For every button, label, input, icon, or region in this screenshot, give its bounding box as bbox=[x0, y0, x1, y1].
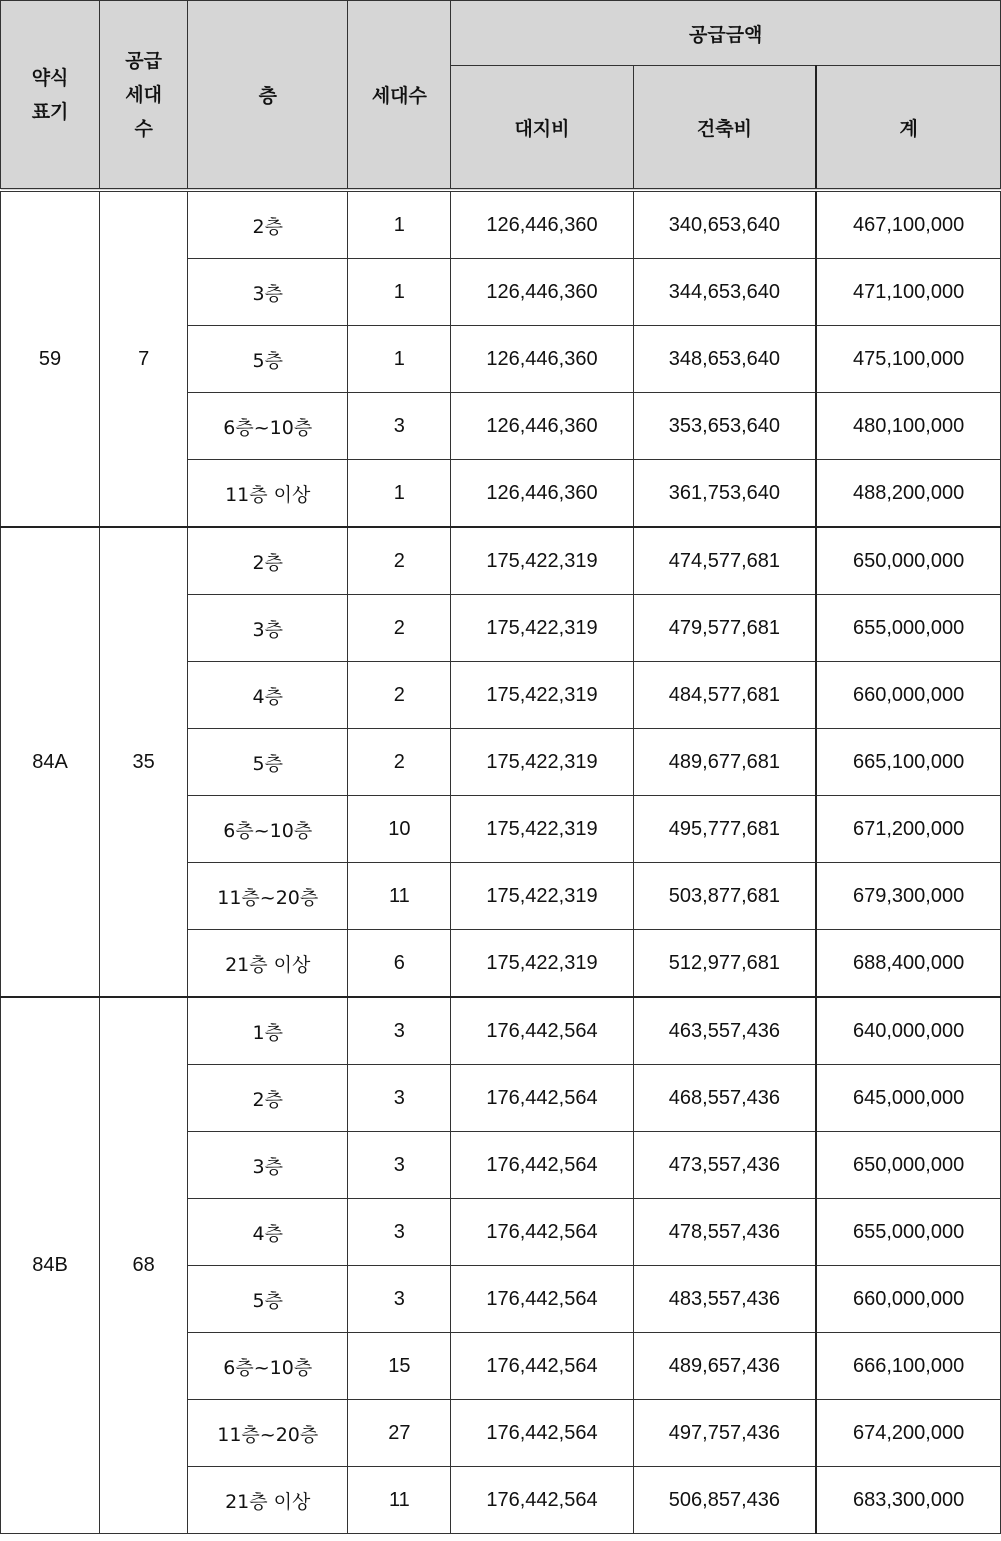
total-cell: 660,000,000 bbox=[816, 1266, 1000, 1333]
land-cost-cell: 126,446,360 bbox=[451, 393, 633, 460]
floor-cell: 2층 bbox=[188, 1065, 348, 1132]
building-cost-cell: 483,557,436 bbox=[633, 1266, 816, 1333]
land-cost-cell: 176,442,564 bbox=[451, 1266, 633, 1333]
total-cell: 660,000,000 bbox=[816, 662, 1000, 729]
header-land-cost: 대지비 bbox=[451, 66, 633, 191]
header-supply-amount: 공급금액 bbox=[451, 1, 1001, 66]
header-type-abbr bbox=[1, 1, 100, 191]
building-cost-cell: 503,877,681 bbox=[633, 863, 816, 930]
units-cell: 15 bbox=[348, 1333, 451, 1400]
supply-units-cell: 68 bbox=[100, 997, 188, 1534]
floor-cell: 21층 이상 bbox=[188, 930, 348, 998]
building-cost-cell: 512,977,681 bbox=[633, 930, 816, 998]
building-cost-cell: 489,657,436 bbox=[633, 1333, 816, 1400]
total-cell: 655,000,000 bbox=[816, 595, 1000, 662]
units-cell: 3 bbox=[348, 393, 451, 460]
table-row bbox=[1, 997, 1001, 1065]
floor-cell: 5층 bbox=[188, 1266, 348, 1333]
total-cell: 475,100,000 bbox=[816, 326, 1000, 393]
total-cell: 467,100,000 bbox=[816, 190, 1000, 259]
floor-cell: 3층 bbox=[188, 1132, 348, 1199]
total-cell: 480,100,000 bbox=[816, 393, 1000, 460]
floor-cell: 11층 이상 bbox=[188, 460, 348, 528]
type-abbr-cell: 59 bbox=[1, 190, 100, 527]
floor-cell: 4층 bbox=[188, 1199, 348, 1266]
land-cost-cell: 126,446,360 bbox=[451, 326, 633, 393]
building-cost-cell: 353,653,640 bbox=[633, 393, 816, 460]
land-cost-cell: 175,422,319 bbox=[451, 863, 633, 930]
units-cell: 2 bbox=[348, 662, 451, 729]
total-cell: 688,400,000 bbox=[816, 930, 1000, 998]
table-body bbox=[1, 190, 1001, 1534]
floor-cell: 11층~20층 bbox=[188, 1400, 348, 1467]
units-cell: 3 bbox=[348, 1266, 451, 1333]
total-cell: 645,000,000 bbox=[816, 1065, 1000, 1132]
header-supply-units-line2: 세대 bbox=[125, 83, 162, 106]
land-cost-cell: 176,442,564 bbox=[451, 1199, 633, 1266]
header-supply-units-line3: 수 bbox=[134, 117, 153, 140]
building-cost-cell: 361,753,640 bbox=[633, 460, 816, 528]
supply-units-cell: 35 bbox=[100, 527, 188, 997]
land-cost-cell: 176,442,564 bbox=[451, 997, 633, 1065]
land-cost-cell: 176,442,564 bbox=[451, 1132, 633, 1199]
floor-cell: 1층 bbox=[188, 997, 348, 1065]
units-cell: 2 bbox=[348, 527, 451, 595]
units-cell: 3 bbox=[348, 1132, 451, 1199]
units-cell: 11 bbox=[348, 1467, 451, 1534]
table-row bbox=[1, 190, 1001, 259]
units-cell: 11 bbox=[348, 863, 451, 930]
floor-cell: 6층~10층 bbox=[188, 393, 348, 460]
floor-cell: 2층 bbox=[188, 190, 348, 259]
land-cost-cell: 176,442,564 bbox=[451, 1065, 633, 1132]
land-cost-cell: 176,442,564 bbox=[451, 1400, 633, 1467]
land-cost-cell: 175,422,319 bbox=[451, 662, 633, 729]
total-cell: 471,100,000 bbox=[816, 259, 1000, 326]
units-cell: 3 bbox=[348, 1065, 451, 1132]
units-cell: 2 bbox=[348, 729, 451, 796]
units-cell: 1 bbox=[348, 190, 451, 259]
floor-cell: 5층 bbox=[188, 729, 348, 796]
header-supply-units-line1: 공급 bbox=[125, 49, 162, 72]
building-cost-cell: 474,577,681 bbox=[633, 527, 816, 595]
units-cell: 6 bbox=[348, 930, 451, 998]
total-cell: 666,100,000 bbox=[816, 1333, 1000, 1400]
land-cost-cell: 126,446,360 bbox=[451, 190, 633, 259]
building-cost-cell: 479,577,681 bbox=[633, 595, 816, 662]
units-cell: 1 bbox=[348, 460, 451, 528]
units-cell: 27 bbox=[348, 1400, 451, 1467]
building-cost-cell: 495,777,681 bbox=[633, 796, 816, 863]
header-building-cost: 건축비 bbox=[633, 66, 816, 191]
units-cell: 3 bbox=[348, 997, 451, 1065]
header-type-abbr-line1: 약식 bbox=[31, 66, 69, 89]
total-cell: 674,200,000 bbox=[816, 1400, 1000, 1467]
floor-cell: 6층~10층 bbox=[188, 796, 348, 863]
total-cell: 650,000,000 bbox=[816, 1132, 1000, 1199]
building-cost-cell: 484,577,681 bbox=[633, 662, 816, 729]
floor-cell: 5층 bbox=[188, 326, 348, 393]
building-cost-cell: 506,857,436 bbox=[633, 1467, 816, 1534]
table-header bbox=[1, 1, 1001, 191]
floor-cell: 21층 이상 bbox=[188, 1467, 348, 1534]
table-row bbox=[1, 527, 1001, 595]
land-cost-cell: 175,422,319 bbox=[451, 930, 633, 998]
total-cell: 655,000,000 bbox=[816, 1199, 1000, 1266]
land-cost-cell: 126,446,360 bbox=[451, 259, 633, 326]
building-cost-cell: 463,557,436 bbox=[633, 997, 816, 1065]
floor-cell: 3층 bbox=[188, 259, 348, 326]
type-abbr-cell: 84A bbox=[1, 527, 100, 997]
supply-units-cell: 7 bbox=[100, 190, 188, 527]
total-cell: 650,000,000 bbox=[816, 527, 1000, 595]
land-cost-cell: 176,442,564 bbox=[451, 1333, 633, 1400]
land-cost-cell: 175,422,319 bbox=[451, 527, 633, 595]
building-cost-cell: 473,557,436 bbox=[633, 1132, 816, 1199]
floor-cell: 11층~20층 bbox=[188, 863, 348, 930]
total-cell: 679,300,000 bbox=[816, 863, 1000, 930]
header-floor: 층 bbox=[188, 1, 348, 191]
building-cost-cell: 344,653,640 bbox=[633, 259, 816, 326]
building-cost-cell: 468,557,436 bbox=[633, 1065, 816, 1132]
building-cost-cell: 489,677,681 bbox=[633, 729, 816, 796]
floor-cell: 2층 bbox=[188, 527, 348, 595]
land-cost-cell: 175,422,319 bbox=[451, 595, 633, 662]
total-cell: 683,300,000 bbox=[816, 1467, 1000, 1534]
land-cost-cell: 175,422,319 bbox=[451, 796, 633, 863]
land-cost-cell: 176,442,564 bbox=[451, 1467, 633, 1534]
header-total: 계 bbox=[816, 66, 1000, 191]
land-cost-cell: 126,446,360 bbox=[451, 460, 633, 528]
header-supply-units bbox=[100, 1, 188, 191]
floor-cell: 3층 bbox=[188, 595, 348, 662]
building-cost-cell: 348,653,640 bbox=[633, 326, 816, 393]
units-cell: 1 bbox=[348, 326, 451, 393]
units-cell: 3 bbox=[348, 1199, 451, 1266]
floor-cell: 4층 bbox=[188, 662, 348, 729]
total-cell: 665,100,000 bbox=[816, 729, 1000, 796]
total-cell: 640,000,000 bbox=[816, 997, 1000, 1065]
building-cost-cell: 340,653,640 bbox=[633, 190, 816, 259]
floor-cell: 6층~10층 bbox=[188, 1333, 348, 1400]
units-cell: 10 bbox=[348, 796, 451, 863]
units-cell: 2 bbox=[348, 595, 451, 662]
header-type-abbr-line2: 표기 bbox=[31, 100, 69, 123]
header-units: 세대수 bbox=[348, 1, 451, 191]
units-cell: 1 bbox=[348, 259, 451, 326]
building-cost-cell: 497,757,436 bbox=[633, 1400, 816, 1467]
land-cost-cell: 175,422,319 bbox=[451, 729, 633, 796]
total-cell: 671,200,000 bbox=[816, 796, 1000, 863]
type-abbr-cell: 84B bbox=[1, 997, 100, 1534]
total-cell: 488,200,000 bbox=[816, 460, 1000, 528]
building-cost-cell: 478,557,436 bbox=[633, 1199, 816, 1266]
